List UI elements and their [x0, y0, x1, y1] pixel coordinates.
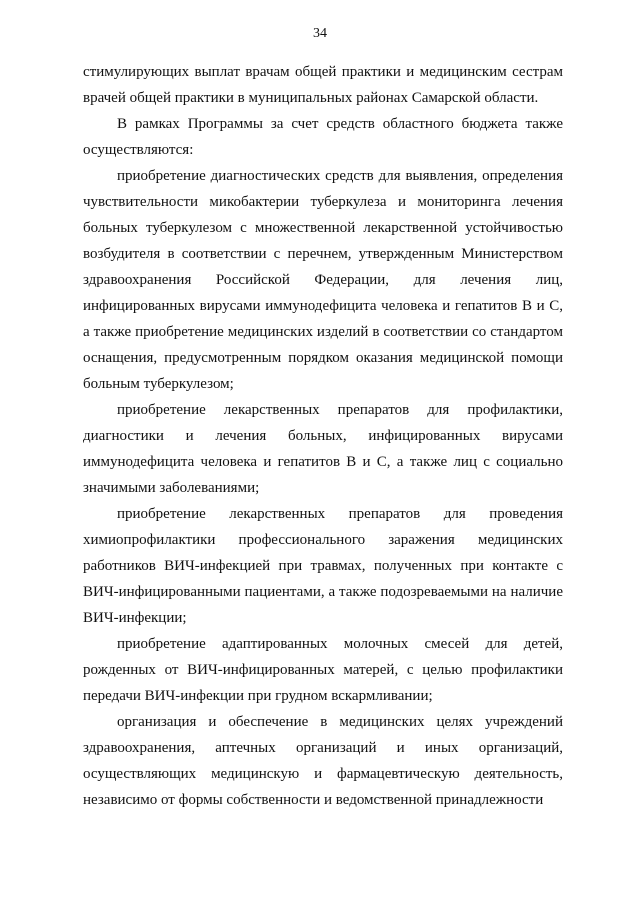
- paragraph-organization: организация и обеспечение в медицинских целях учреждений здравоохранения, аптечных организаций и иных организаций, осуществляющих медицинскую и фармацевтическую деятельность, независимо от формы собственности и ведомственной принадлежности: [83, 714, 563, 808]
- paragraph-milk-formula: приобретение адаптированных молочных смесей для детей, рожденных от ВИЧ-инфицированных матерей, с целью профилактики передачи ВИЧ-инфекции при грудном вскармливании;: [83, 636, 563, 704]
- paragraph-tb-diagnostics: приобретение диагностических средств для выявления, определения чувствительности микобактерии туберкулеза и мониторинга лечения больных туберкулезом с множественной лекарственной устойчивостью возбудителя в соответствии с перечнем, утвержденным Министерством здравоохранения Российской Федерации, для лечения лиц, инфицированных вирусами иммунодефицита человека и гепатитов В и С, а также приобретение медицинских изделий в соответствии со стандартом оснащения, предусмотренным порядком оказания медицинской помощи больным туберкулезом;: [83, 168, 563, 392]
- body-text: [83, 59, 563, 813]
- paragraph-hiv-drugs: приобретение лекарственных препаратов для профилактики, диагностики и лечения больных, инфицированных вирусами иммунодефицита человека и гепатитов В и С, а также лиц с социально значимыми заболеваниями;: [83, 402, 563, 496]
- paragraph-chemoprophylaxis: приобретение лекарственных препаратов для проведения химиопрофилактики профессионального заражения медицинских работников ВИЧ-инфекцией при травмах, полученных при контакте с ВИЧ-инфицированными пациентами, а также подозреваемыми на наличие ВИЧ-инфекции;: [83, 506, 563, 626]
- paragraph-program-intro: В рамках Программы за счет средств областного бюджета также осуществляются:: [83, 116, 563, 158]
- page-number: 34: [313, 26, 327, 41]
- paragraph-continuation: стимулирующих выплат врачам общей практики и медицинским сестрам врачей общей практики в муниципальных районах Самарской области.: [83, 64, 563, 106]
